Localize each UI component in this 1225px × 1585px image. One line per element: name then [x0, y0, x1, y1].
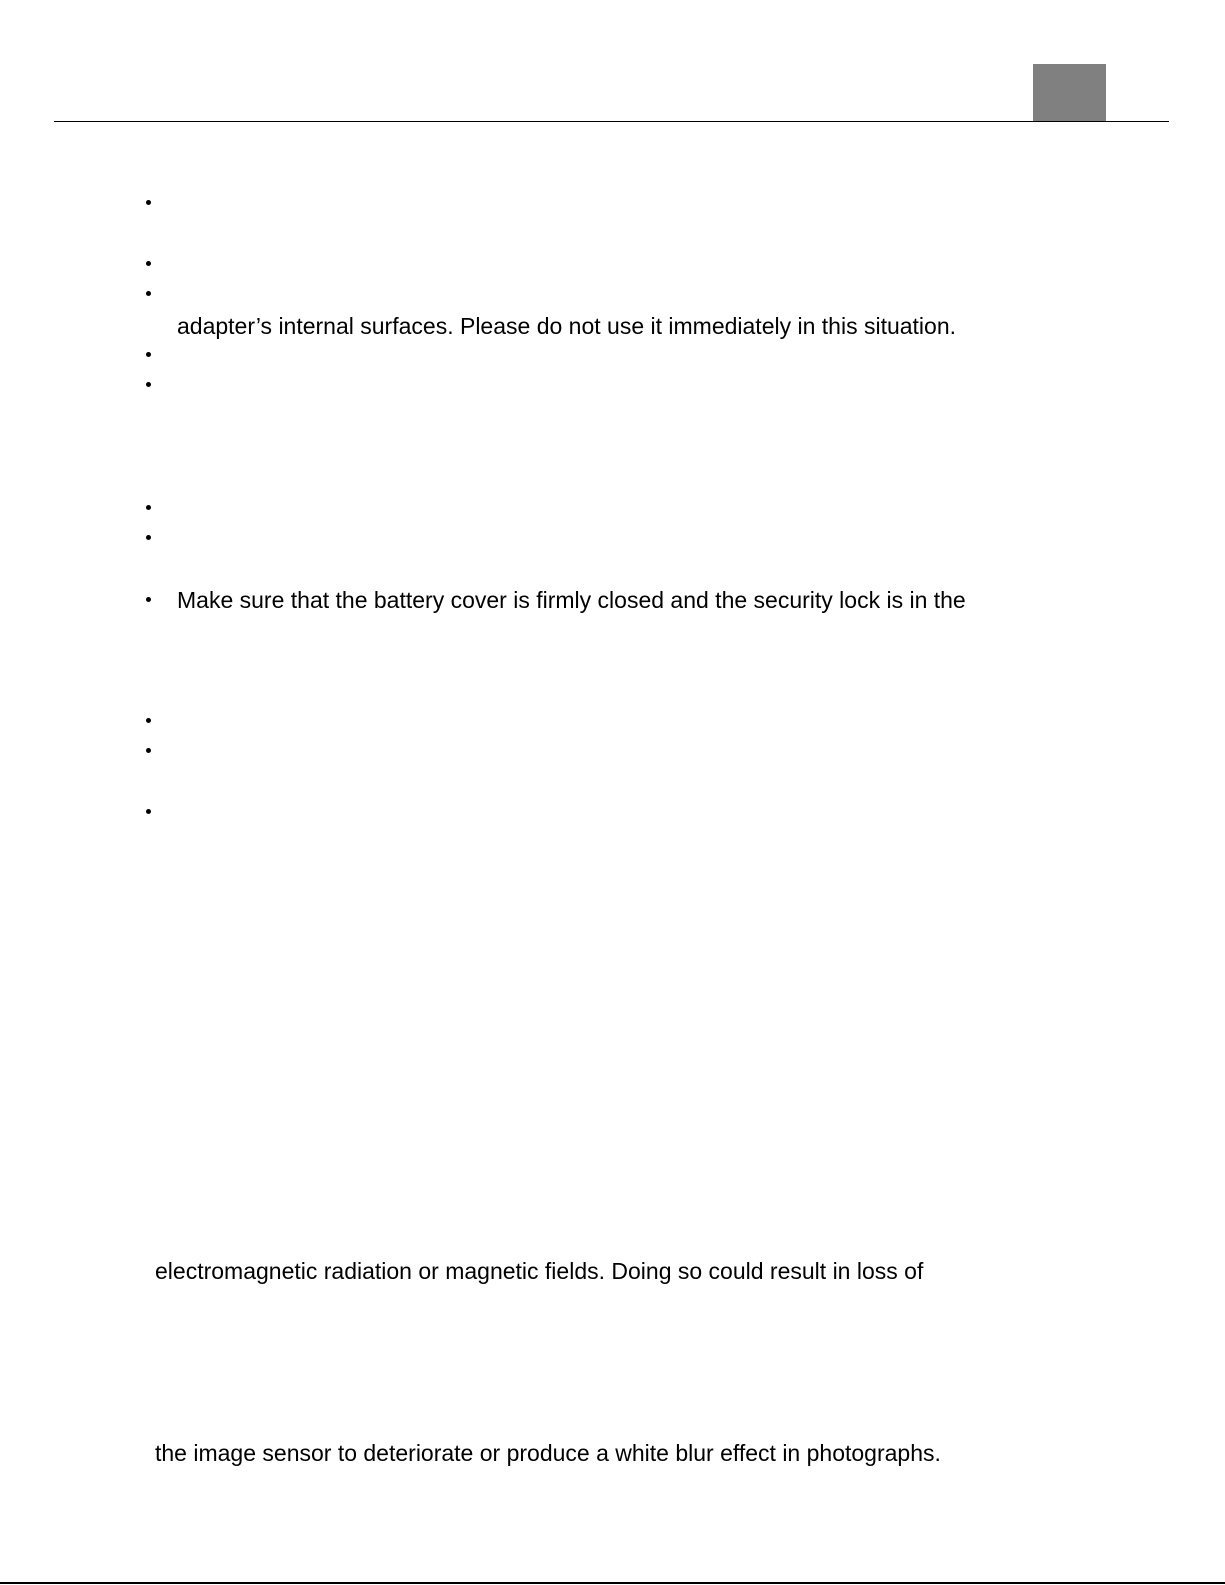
paragraph-text: the image sensor to deteriorate or produce a white blur effect in photographs.: [155, 1440, 941, 1466]
header-divider: [54, 121, 1169, 122]
paragraph-text: electromagnetic radiation or magnetic fields. Doing so could result in loss of: [155, 1258, 924, 1284]
list-bullet: [146, 503, 154, 511]
list-bullet: [146, 807, 154, 815]
list-bullet: [146, 198, 154, 206]
list-bullet: [146, 746, 154, 754]
list-bullet: [146, 716, 154, 724]
list-bullet: [146, 595, 154, 603]
footer-divider: [0, 1582, 1225, 1584]
bullet-text: Make sure that the battery cover is firmly closed and the security lock is in the: [177, 587, 966, 613]
list-bullet: [146, 350, 154, 358]
chapter-tab: [1033, 64, 1106, 122]
bullet-text: adapter’s internal surfaces. Please do not use it immediately in this situation.: [177, 313, 957, 339]
list-bullet: [146, 289, 154, 297]
list-bullet: [146, 533, 154, 541]
list-bullet: [146, 259, 154, 267]
list-bullet: [146, 380, 154, 388]
